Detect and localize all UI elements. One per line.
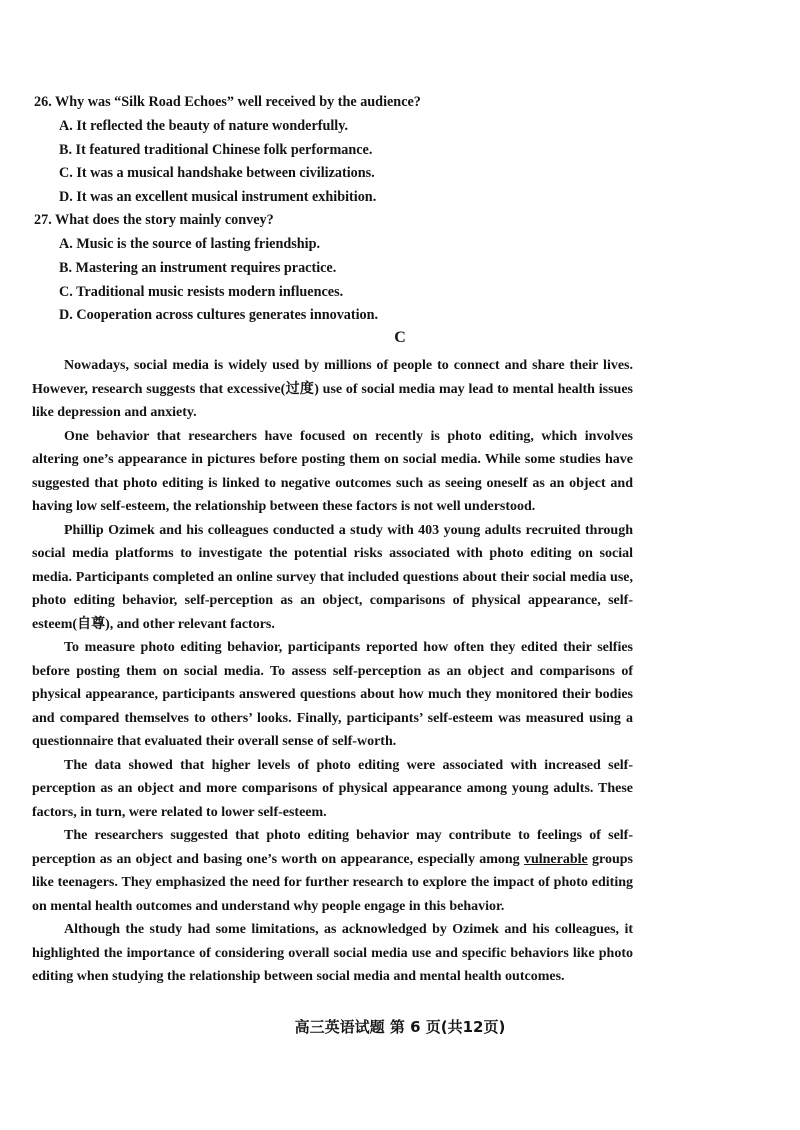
passage-paragraph-3: Phillip Ozimek and his colleagues conducted a study with 403 young adults recruited through social media platforms to investigate the potential risks associated with photo editing on social media. Participants completed an online survey that included questions about their social media use, photo editing behavior, self-perception as an object, comparisons of physical appearance, self-esteem(自尊), and other relevant factors.: [32, 522, 633, 632]
q27-option-d: D. Cooperation across cultures generates innovation.: [59, 307, 379, 323]
q26-option-c: C. It was a musical handshake between civilizations.: [59, 165, 375, 181]
q27-option-b: B. Mastering an instrument requires practice.: [59, 260, 337, 276]
q27-option-c: C. Traditional music resists modern influences.: [59, 284, 344, 300]
paragraph-6-after: groups like teenagers. They emphasized the need for further research to explore the impact of photo editing on mental health outcomes and understand why people engage in this behavior.: [32, 851, 634, 914]
paragraph-6-before: The researchers suggested that photo editing behavior may contribute to feelings of self-perception as an object and basing one’s worth on appearance, especially among: [32, 828, 633, 867]
passage-paragraph-1: Nowadays, social media is widely used by millions of people to connect and share their lives. However, research suggests that excessive(过度) use of social media may lead to mental health issues like depression and anxiety.: [32, 358, 633, 420]
q27-option-a: A. Music is the source of lasting friendship.: [59, 236, 321, 252]
passage-paragraph-4: To measure photo editing behavior, participants reported how often they edited their selfies before posting them on social media. To assess self-perception as an object and comparisons of physical appearance, participants answered questions about how much they monitored their bodies and compared themselves to others’ looks. Finally, participants’ self-esteem was measured using a questionnaire that evaluated their overall sense of self-worth.: [32, 640, 633, 749]
passage-paragraph-5: The data showed that higher levels of photo editing were associated with increased self-perception as an object and more comparisons of physical appearance among young adults. These factors, in turn, were related to lower self-esteem.: [32, 757, 633, 820]
passage-paragraph-6: [32, 824, 633, 918]
q26-option-a: A. It reflected the beauty of nature wonderfully.: [59, 118, 349, 134]
question-27: 27. What does the story mainly convey?: [34, 212, 274, 228]
passage-paragraph-7: Although the study had some limitations, as acknowledged by Ozimek and his colleagues, it highlighted the importance of considering overall social media use and specific behaviors like photo editing when studying the relationship between social media and mental health outcomes.: [32, 922, 633, 984]
reading-passage-c: [32, 354, 633, 989]
page-footer: 高三英语试题 第 6 页(共12页): [294, 1018, 506, 1036]
q26-option-b: B. It featured traditional Chinese folk performance.: [59, 142, 373, 158]
passage-paragraph-2: One behavior that researchers have focused on recently is photo editing, which involves altering one’s appearance in pictures before posting them on social media. While some studies have suggested that photo editing is linked to negative outcomes such as seeing oneself as an object and having low self-esteem, the relationship between these factors is not well understood.: [32, 428, 633, 514]
question-26: 26. Why was “Silk Road Echoes” well received by the audience?: [34, 94, 421, 110]
underlined-word-vulnerable: vulnerable: [523, 851, 588, 867]
q26-option-d: D. It was an excellent musical instrument exhibition.: [59, 189, 377, 205]
section-c-title: C: [394, 329, 406, 346]
